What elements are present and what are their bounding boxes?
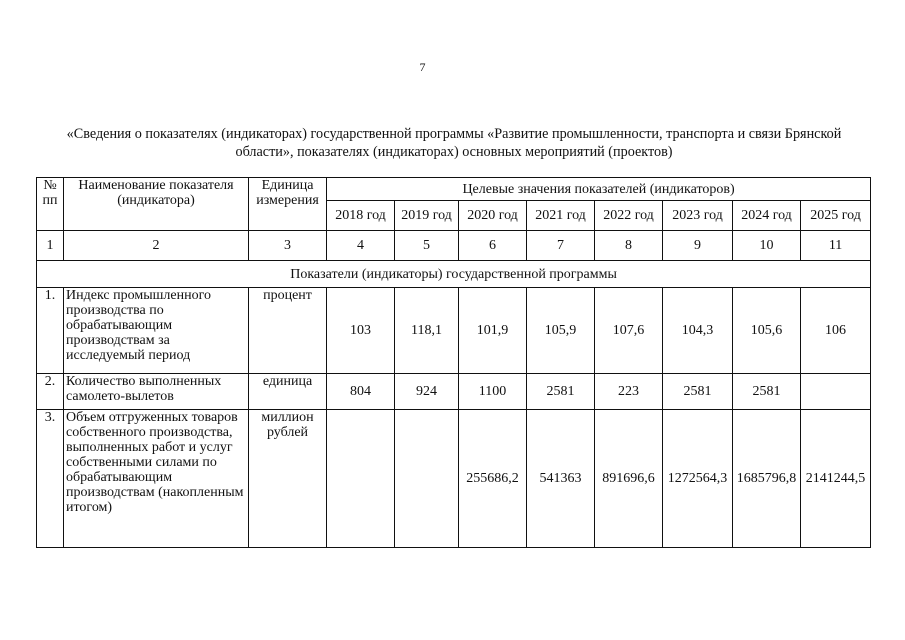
document-title [36,125,872,161]
table-row [37,410,871,548]
header-num: № пп [37,178,64,231]
column-number: 6 [459,231,527,261]
row-value: 105,6 [733,288,801,374]
row-value: 2581 [527,374,595,410]
row-value: 2141244,5 [801,410,871,548]
row-name: Индекс промышленного производства по обрабатывающим производствам за исследуемый период [64,288,249,374]
row-value: 924 [395,374,459,410]
row-value: 1272564,3 [663,410,733,548]
column-number: 7 [527,231,595,261]
section-title: Показатели (индикаторы) государственной программы [37,261,871,288]
header-targets: Целевые значения показателей (индикаторов) [327,178,871,201]
column-number: 11 [801,231,871,261]
column-number: 2 [64,231,249,261]
header-unit: Единица измерения [249,178,327,231]
row-name: Количество выполненных самолето-вылетов [64,374,249,410]
header-year: 2019 год [395,201,459,231]
column-number: 8 [595,231,663,261]
row-value: 2581 [663,374,733,410]
header-year: 2025 год [801,201,871,231]
row-value: 101,9 [459,288,527,374]
row-unit: процент [249,288,327,374]
header-year: 2023 год [663,201,733,231]
column-number: 3 [249,231,327,261]
header-year: 2022 год [595,201,663,231]
header-year: 2020 год [459,201,527,231]
row-value: 891696,6 [595,410,663,548]
title-line-2: области», показателях (индикаторах) основных мероприятий (проектов) [235,144,673,160]
column-number: 5 [395,231,459,261]
title-line-1: «Сведения о показателях (индикаторах) государственной программы «Развитие промышленности, транспорта и связи Брянской [66,126,842,142]
row-value: 106 [801,288,871,374]
row-unit: миллион рублей [249,410,327,548]
row-value: 1685796,8 [733,410,801,548]
row-value [801,374,871,410]
table-row [37,374,871,410]
column-number: 9 [663,231,733,261]
row-value: 104,3 [663,288,733,374]
row-num: 3. [37,410,64,548]
column-number: 4 [327,231,395,261]
column-number: 10 [733,231,801,261]
header-year: 2021 год [527,201,595,231]
page-number: 7 [419,60,426,74]
row-unit: единица [249,374,327,410]
row-value [327,410,395,548]
header-year: 2024 год [733,201,801,231]
row-value [395,410,459,548]
header-name: Наименование показателя (индикатора) [64,178,249,231]
row-value: 223 [595,374,663,410]
row-num: 2. [37,374,64,410]
row-value: 105,9 [527,288,595,374]
row-value: 107,6 [595,288,663,374]
indicators-table [36,177,871,548]
header-year: 2018 год [327,201,395,231]
row-num: 1. [37,288,64,374]
row-value: 1100 [459,374,527,410]
row-value: 255686,2 [459,410,527,548]
table-row [37,288,871,374]
row-value: 103 [327,288,395,374]
column-number: 1 [37,231,64,261]
row-value: 118,1 [395,288,459,374]
row-value: 2581 [733,374,801,410]
row-name: Объем отгруженных товаров собственного производства, выполненных работ и услуг собственными силами по обрабатывающим производствам (накопленным итогом) [64,410,249,548]
row-value: 541363 [527,410,595,548]
row-value: 804 [327,374,395,410]
